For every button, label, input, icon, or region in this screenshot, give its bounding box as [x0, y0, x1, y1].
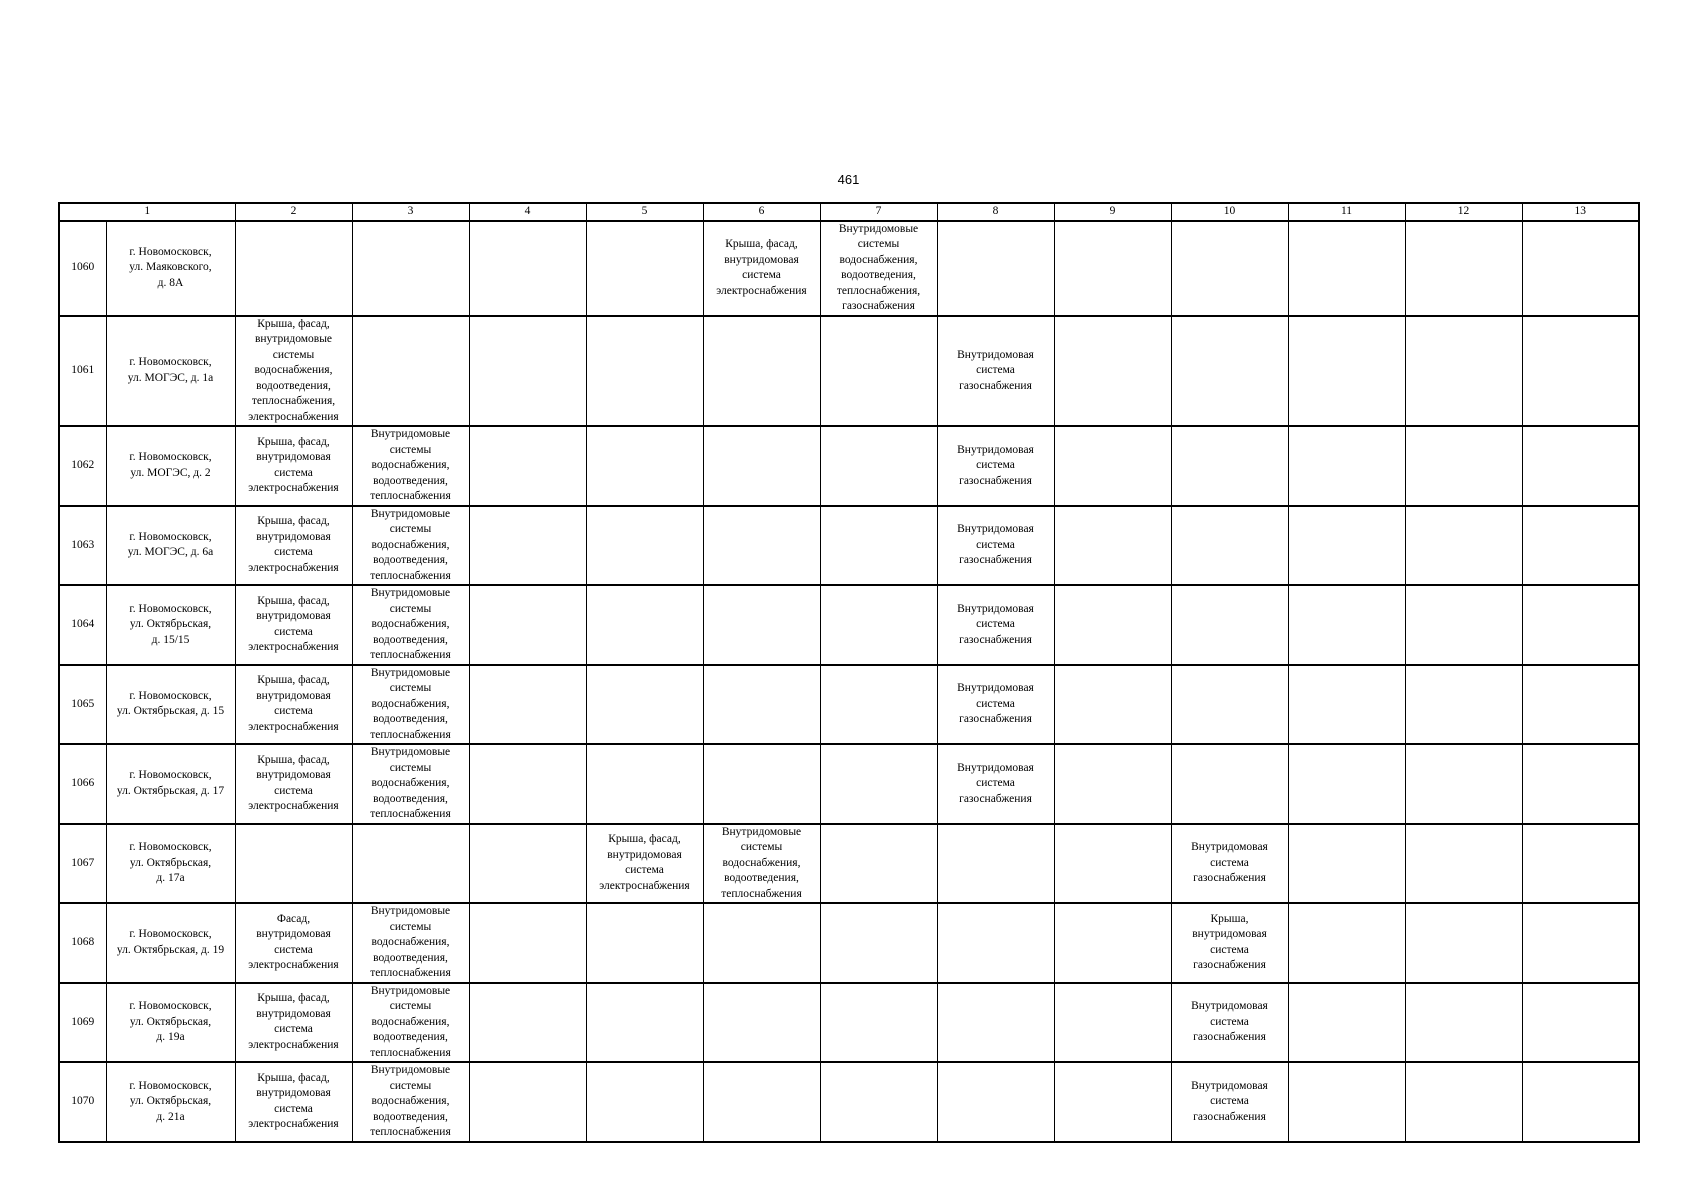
work-cell-col-12: [1405, 221, 1522, 316]
address-cell: г. Новомосковск, ул. Октябрьская, д. 15: [106, 665, 235, 745]
work-cell-col-13: [1522, 744, 1639, 824]
table-row: [59, 1062, 1639, 1142]
work-cell-col-13: [1522, 824, 1639, 904]
table-row: [59, 744, 1639, 824]
table-row: [59, 426, 1639, 506]
work-cell-col-13: [1522, 426, 1639, 506]
work-cell-col-3: Внутридомовые системы водоснабжения, водоотведения, теплоснабжения: [352, 903, 469, 983]
work-cell-col-10: [1171, 426, 1288, 506]
column-header-6: 6: [703, 203, 820, 221]
work-cell-col-8: [937, 824, 1054, 904]
address-cell: г. Новомосковск, ул. МОГЭС, д. 2: [106, 426, 235, 506]
work-cell-col-6: [703, 983, 820, 1063]
table-body: [59, 221, 1639, 1142]
work-cell-col-5: [586, 426, 703, 506]
work-cell-col-2: Крыша, фасад, внутридомовая система электроснабжения: [235, 983, 352, 1063]
row-number: 1067: [59, 824, 106, 904]
repair-schedule-table: [58, 202, 1640, 1143]
table-row: [59, 316, 1639, 427]
work-cell-col-13: [1522, 665, 1639, 745]
work-cell-col-11: [1288, 903, 1405, 983]
work-cell-col-5: [586, 221, 703, 316]
table-row: [59, 221, 1639, 316]
work-cell-col-5: [586, 506, 703, 586]
work-cell-col-6: [703, 316, 820, 427]
address-cell: г. Новомосковск, ул. Октябрьская, д. 21а: [106, 1062, 235, 1142]
work-cell-col-6: [703, 506, 820, 586]
work-cell-col-13: [1522, 903, 1639, 983]
work-cell-col-10: [1171, 316, 1288, 427]
column-header-5: 5: [586, 203, 703, 221]
work-cell-col-8: Внутридомовая система газоснабжения: [937, 665, 1054, 745]
work-cell-col-8: Внутридомовая система газоснабжения: [937, 506, 1054, 586]
work-cell-col-13: [1522, 221, 1639, 316]
page-number: 461: [837, 172, 860, 187]
work-cell-col-8: Внутридомовая система газоснабжения: [937, 585, 1054, 665]
work-cell-col-12: [1405, 983, 1522, 1063]
work-cell-col-7: [820, 426, 937, 506]
work-cell-col-7: [820, 983, 937, 1063]
work-cell-col-3: Внутридомовые системы водоснабжения, водоотведения, теплоснабжения: [352, 665, 469, 745]
address-cell: г. Новомосковск, ул. Маяковского, д. 8А: [106, 221, 235, 316]
address-cell: г. Новомосковск, ул. Октябрьская, д. 17а: [106, 824, 235, 904]
work-cell-col-9: [1054, 585, 1171, 665]
table-row: [59, 506, 1639, 586]
work-cell-col-10: Крыша, внутридомовая система газоснабжения: [1171, 903, 1288, 983]
work-cell-col-10: Внутридомовая система газоснабжения: [1171, 824, 1288, 904]
work-cell-col-9: [1054, 903, 1171, 983]
work-cell-col-8: Внутридомовая система газоснабжения: [937, 426, 1054, 506]
row-number: 1065: [59, 665, 106, 745]
column-header-11: 11: [1288, 203, 1405, 221]
work-cell-col-11: [1288, 983, 1405, 1063]
row-number: 1064: [59, 585, 106, 665]
work-cell-col-4: [469, 426, 586, 506]
work-cell-col-4: [469, 316, 586, 427]
work-cell-col-3: Внутридомовые системы водоснабжения, водоотведения, теплоснабжения: [352, 744, 469, 824]
work-cell-col-5: [586, 585, 703, 665]
work-cell-col-3: Внутридомовые системы водоснабжения, водоотведения, теплоснабжения: [352, 506, 469, 586]
column-header-9: 9: [1054, 203, 1171, 221]
work-cell-col-6: [703, 903, 820, 983]
work-cell-col-11: [1288, 506, 1405, 586]
work-cell-col-12: [1405, 316, 1522, 427]
work-cell-col-4: [469, 1062, 586, 1142]
work-cell-col-3: Внутридомовые системы водоснабжения, водоотведения, теплоснабжения: [352, 585, 469, 665]
work-cell-col-6: [703, 585, 820, 665]
work-cell-col-5: [586, 1062, 703, 1142]
row-number: 1063: [59, 506, 106, 586]
work-cell-col-9: [1054, 221, 1171, 316]
work-cell-col-10: [1171, 506, 1288, 586]
row-number: 1060: [59, 221, 106, 316]
work-cell-col-10: [1171, 221, 1288, 316]
work-cell-col-10: [1171, 665, 1288, 745]
work-cell-col-2: Крыша, фасад, внутридомовая система электроснабжения: [235, 506, 352, 586]
work-cell-col-3: [352, 824, 469, 904]
work-cell-col-11: [1288, 221, 1405, 316]
table-row: [59, 585, 1639, 665]
work-cell-col-9: [1054, 983, 1171, 1063]
row-number: 1069: [59, 983, 106, 1063]
column-header-2: 2: [235, 203, 352, 221]
work-cell-col-5: [586, 983, 703, 1063]
work-cell-col-8: Внутридомовая система газоснабжения: [937, 744, 1054, 824]
work-cell-col-8: [937, 983, 1054, 1063]
address-cell: г. Новомосковск, ул. Октябрьская, д. 19: [106, 903, 235, 983]
column-header-13: 13: [1522, 203, 1639, 221]
address-cell: г. Новомосковск, ул. Октябрьская, д. 17: [106, 744, 235, 824]
header-row: [59, 203, 1639, 221]
work-cell-col-2: Крыша, фасад, внутридомовая система электроснабжения: [235, 744, 352, 824]
column-header-12: 12: [1405, 203, 1522, 221]
work-cell-col-8: Внутридомовая система газоснабжения: [937, 316, 1054, 427]
row-number: 1068: [59, 903, 106, 983]
work-cell-col-9: [1054, 1062, 1171, 1142]
work-cell-col-6: [703, 1062, 820, 1142]
row-number: 1062: [59, 426, 106, 506]
work-cell-col-4: [469, 506, 586, 586]
work-cell-col-6: [703, 665, 820, 745]
table-row: [59, 665, 1639, 745]
work-cell-col-5: [586, 903, 703, 983]
work-cell-col-6: Крыша, фасад, внутридомовая система электроснабжения: [703, 221, 820, 316]
work-cell-col-8: [937, 1062, 1054, 1142]
work-cell-col-7: [820, 585, 937, 665]
work-cell-col-11: [1288, 744, 1405, 824]
work-cell-col-13: [1522, 316, 1639, 427]
work-cell-col-2: [235, 221, 352, 316]
work-cell-col-2: Крыша, фасад, внутридомовая система электроснабжения: [235, 665, 352, 745]
work-cell-col-3: Внутридомовые системы водоснабжения, водоотведения, теплоснабжения: [352, 426, 469, 506]
work-cell-col-7: [820, 1062, 937, 1142]
address-cell: г. Новомосковск, ул. МОГЭС, д. 1а: [106, 316, 235, 427]
work-cell-col-2: Фасад, внутридомовая система электроснабжения: [235, 903, 352, 983]
work-cell-col-7: [820, 506, 937, 586]
work-cell-col-3: [352, 221, 469, 316]
work-cell-col-5: [586, 665, 703, 745]
row-number: 1070: [59, 1062, 106, 1142]
work-cell-col-11: [1288, 426, 1405, 506]
address-cell: г. Новомосковск, ул. Октябрьская, д. 19а: [106, 983, 235, 1063]
work-cell-col-13: [1522, 506, 1639, 586]
work-cell-col-9: [1054, 506, 1171, 586]
work-cell-col-9: [1054, 665, 1171, 745]
work-cell-col-7: [820, 316, 937, 427]
work-cell-col-12: [1405, 585, 1522, 665]
row-number: 1061: [59, 316, 106, 427]
work-cell-col-2: [235, 824, 352, 904]
work-cell-col-11: [1288, 665, 1405, 745]
work-cell-col-3: Внутридомовые системы водоснабжения, водоотведения, теплоснабжения: [352, 1062, 469, 1142]
column-header-10: 10: [1171, 203, 1288, 221]
work-cell-col-2: Крыша, фасад, внутридомовая система электроснабжения: [235, 585, 352, 665]
work-cell-col-12: [1405, 1062, 1522, 1142]
column-header-8: 8: [937, 203, 1054, 221]
column-header-4: 4: [469, 203, 586, 221]
work-cell-col-9: [1054, 316, 1171, 427]
work-cell-col-4: [469, 221, 586, 316]
work-cell-col-11: [1288, 316, 1405, 427]
work-cell-col-12: [1405, 903, 1522, 983]
work-cell-col-10: [1171, 744, 1288, 824]
work-cell-col-9: [1054, 426, 1171, 506]
work-cell-col-8: [937, 903, 1054, 983]
work-cell-col-12: [1405, 665, 1522, 745]
column-header-7: 7: [820, 203, 937, 221]
work-cell-col-4: [469, 824, 586, 904]
work-cell-col-7: [820, 665, 937, 745]
work-cell-col-12: [1405, 506, 1522, 586]
work-cell-col-9: [1054, 824, 1171, 904]
work-cell-col-11: [1288, 585, 1405, 665]
work-cell-col-10: [1171, 585, 1288, 665]
work-cell-col-12: [1405, 426, 1522, 506]
work-cell-col-13: [1522, 1062, 1639, 1142]
row-number: 1066: [59, 744, 106, 824]
work-cell-col-6: [703, 426, 820, 506]
table-header: [59, 203, 1639, 221]
work-cell-col-11: [1288, 824, 1405, 904]
work-cell-col-7: [820, 744, 937, 824]
work-cell-col-3: [352, 316, 469, 427]
work-cell-col-2: Крыша, фасад, внутридомовая система электроснабжения: [235, 426, 352, 506]
work-cell-col-6: [703, 744, 820, 824]
column-header-1: 1: [59, 203, 235, 221]
table-row: [59, 983, 1639, 1063]
work-cell-col-4: [469, 585, 586, 665]
work-cell-col-5: [586, 744, 703, 824]
work-cell-col-10: Внутридомовая система газоснабжения: [1171, 1062, 1288, 1142]
work-cell-col-5: [586, 316, 703, 427]
work-cell-col-4: [469, 744, 586, 824]
work-cell-col-2: Крыша, фасад, внутридомовые системы водоснабжения, водоотведения, теплоснабжения, электроснабжения: [235, 316, 352, 427]
work-cell-col-7: [820, 824, 937, 904]
work-cell-col-11: [1288, 1062, 1405, 1142]
work-cell-col-4: [469, 665, 586, 745]
work-cell-col-7: [820, 903, 937, 983]
address-cell: г. Новомосковск, ул. Октябрьская, д. 15/15: [106, 585, 235, 665]
work-cell-col-5: Крыша, фасад, внутридомовая система электроснабжения: [586, 824, 703, 904]
work-cell-col-12: [1405, 744, 1522, 824]
work-cell-col-9: [1054, 744, 1171, 824]
work-cell-col-4: [469, 903, 586, 983]
work-cell-col-13: [1522, 585, 1639, 665]
work-cell-col-7: Внутридомовые системы водоснабжения, водоотведения, теплоснабжения, газоснабжения: [820, 221, 937, 316]
work-cell-col-8: [937, 221, 1054, 316]
address-cell: г. Новомосковск, ул. МОГЭС, д. 6а: [106, 506, 235, 586]
column-header-3: 3: [352, 203, 469, 221]
work-cell-col-4: [469, 983, 586, 1063]
work-cell-col-6: Внутридомовые системы водоснабжения, водоотведения, теплоснабжения: [703, 824, 820, 904]
work-cell-col-10: Внутридомовая система газоснабжения: [1171, 983, 1288, 1063]
work-cell-col-12: [1405, 824, 1522, 904]
table-row: [59, 824, 1639, 904]
table-row: [59, 903, 1639, 983]
work-cell-col-13: [1522, 983, 1639, 1063]
work-cell-col-2: Крыша, фасад, внутридомовая система электроснабжения: [235, 1062, 352, 1142]
work-cell-col-3: Внутридомовые системы водоснабжения, водоотведения, теплоснабжения: [352, 983, 469, 1063]
